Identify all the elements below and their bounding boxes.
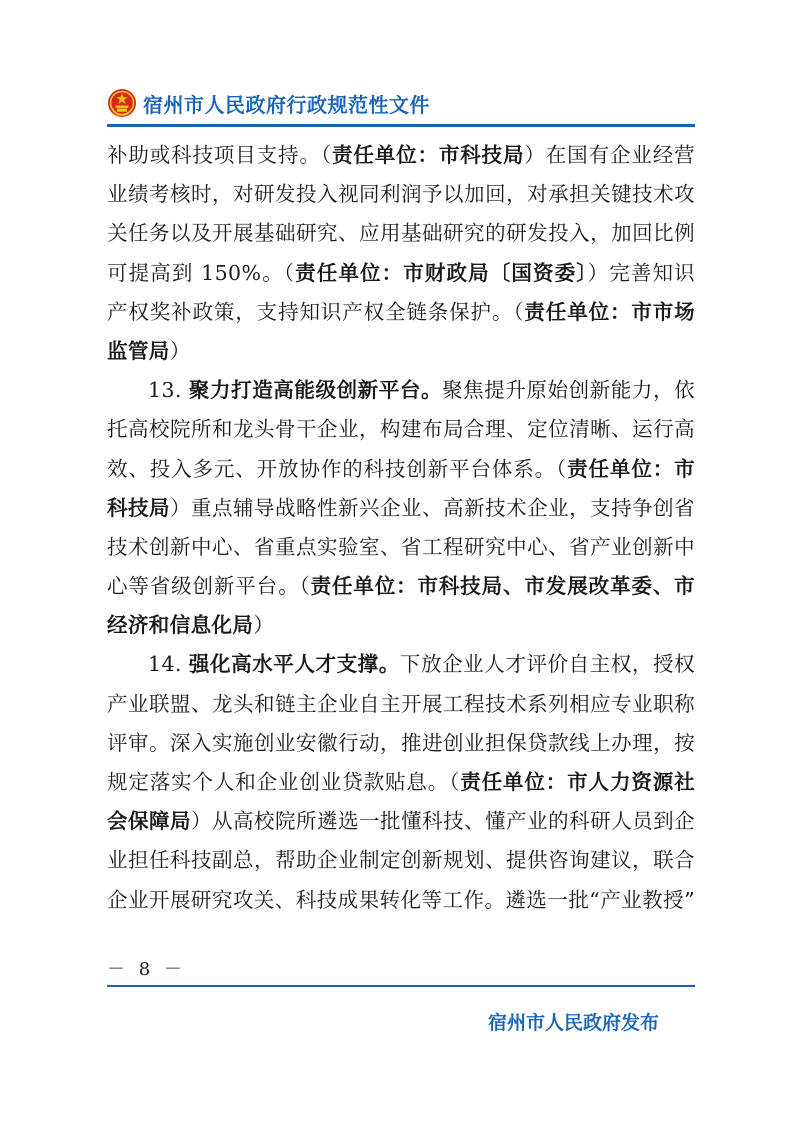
text-segment: 关任务以及开展基础研究、应用基础研究的研发投入，加回比例 — [107, 221, 695, 246]
footer-divider — [107, 985, 695, 987]
bold-text-segment: 监管局 — [107, 338, 170, 363]
footer-publisher: 宿州市人民政府发布 — [488, 1012, 660, 1034]
text-line — [107, 567, 695, 606]
text-line — [107, 606, 695, 645]
header-divider — [107, 124, 695, 127]
document-body — [107, 136, 695, 920]
bold-text-segment: 责任单位：市市场 — [524, 299, 695, 324]
text-segment: ） — [169, 338, 191, 363]
text-segment: 评审。深入实施创业安徽行动，推进创业担保贷款线上办理，按 — [107, 730, 695, 755]
text-line — [107, 332, 695, 371]
text-segment: 14. — [148, 652, 189, 677]
text-segment: 技术创新中心、省重点实验室、省工程研究中心、省产业创新中 — [107, 534, 695, 559]
text-segment: 13. — [148, 378, 189, 403]
text-line — [107, 293, 695, 332]
text-line — [107, 528, 695, 567]
text-segment: ）从高校院所遴选一批懂科技、懂产业的科研人员到企 — [191, 809, 695, 834]
text-segment: 业担任科技副总，帮助企业制定创新规划、提供咨询建议，联合 — [107, 848, 695, 873]
page-number: － 8 － — [107, 959, 186, 980]
bold-text-segment: 经济和信息化局 — [107, 613, 254, 638]
header-title: 宿州市人民政府行政规范性文件 — [143, 92, 430, 117]
text-line — [107, 136, 695, 175]
text-segment: 产权奖补政策，支持知识产权全链条保护。（ — [107, 299, 525, 324]
text-segment: 规定落实个人和企业创业贷款贴息。（ — [107, 770, 461, 794]
text-line — [107, 881, 695, 920]
bold-text-segment: 责任单位：市 — [567, 456, 695, 481]
text-segment: 可提高到 150%。（ — [107, 260, 296, 285]
text-segment: 企业开展研究攻关、科技成果转化等工作。遴选一批“产业教授” — [107, 887, 695, 912]
text-segment: 托高校院所和龙头骨干企业，构建布局合理、定位清晰、运行高 — [107, 417, 695, 442]
text-line — [107, 802, 695, 841]
text-line — [107, 450, 695, 489]
text-line — [107, 214, 695, 253]
text-segment: ）在国有企业经营 — [524, 143, 695, 167]
document-header — [107, 86, 430, 120]
text-line — [107, 645, 695, 684]
text-line — [107, 841, 695, 880]
national-emblem-icon — [107, 88, 137, 118]
text-segment: 产业联盟、龙头和链主企业自主开展工程技术系列相应专业职称 — [107, 691, 695, 716]
text-line — [107, 685, 695, 724]
text-segment: 补助或科技项目支持。（ — [107, 143, 332, 167]
bold-text-segment: 责任单位：市财政局〔国资委〕 — [295, 260, 588, 285]
text-line — [107, 371, 695, 410]
bold-text-segment: 责任单位：市科技局、市发展改革委、市 — [310, 574, 695, 599]
text-line — [107, 763, 695, 802]
bold-text-segment: 责任单位：市科技局 — [331, 143, 525, 167]
bold-text-segment: 科技局 — [107, 495, 171, 520]
text-line — [107, 254, 695, 293]
text-segment: ）完善知识 — [587, 260, 695, 285]
text-segment: ）重点辅导战略性新兴企业、高新技术企业，支持争创省 — [170, 495, 695, 520]
text-line — [107, 410, 695, 449]
bold-text-segment: 责任单位：市人力资源社 — [460, 770, 695, 794]
text-segment: 业绩考核时，对研发投入视同利润予以加回，对承担关键技术攻 — [107, 182, 695, 207]
bold-text-segment: 聚力打造高能级创新平台。 — [188, 378, 443, 403]
text-segment: 效、投入多元、开放协作的科技创新平台体系。（ — [107, 456, 568, 481]
text-segment: 下放企业人才评价自主权，授权 — [399, 652, 695, 677]
bold-text-segment: 强化高水平人才支撑。 — [188, 652, 400, 677]
text-segment: 聚焦提升原始创新能力，依 — [442, 378, 695, 403]
text-segment: 心等省级创新平台。（ — [107, 574, 311, 599]
text-line — [107, 175, 695, 214]
bold-text-segment: 会保障局 — [107, 809, 192, 834]
text-line — [107, 489, 695, 528]
text-line — [107, 724, 695, 763]
text-segment: ） — [253, 613, 275, 638]
